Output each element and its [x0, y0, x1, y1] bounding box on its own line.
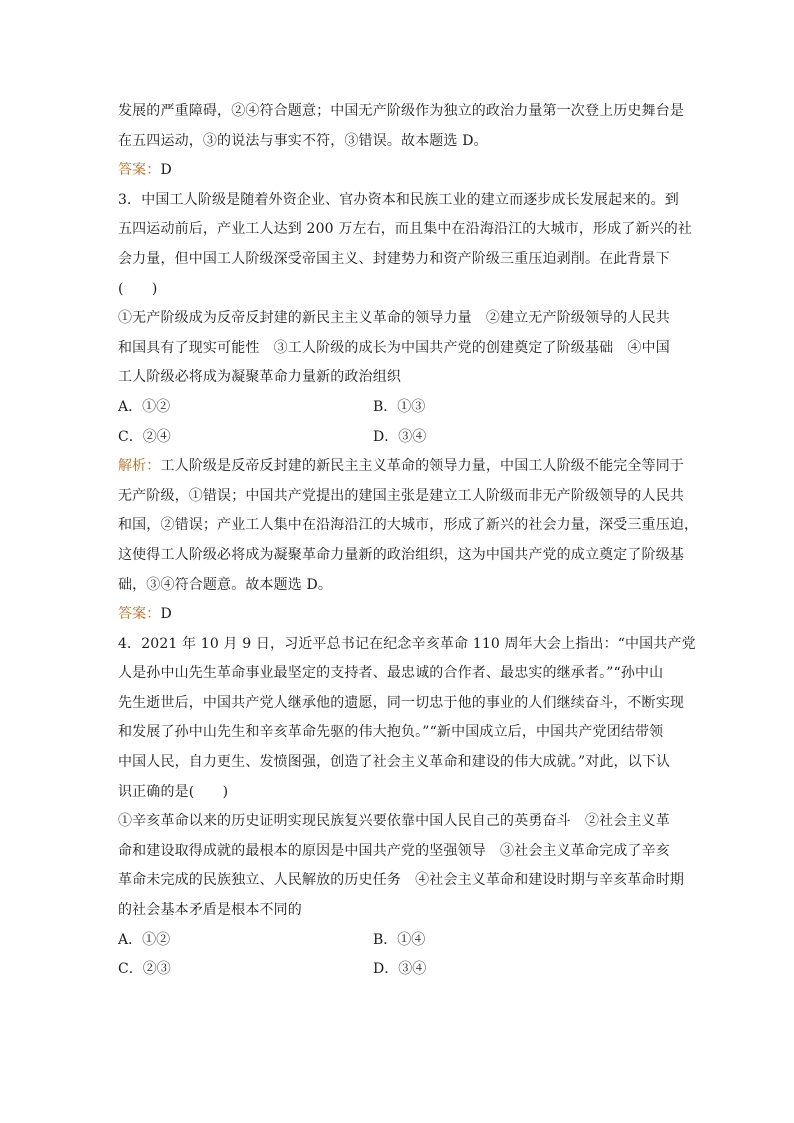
analysis-text: 工人阶级是反帝反封建的新民主主义革命的领导力量，中国工人阶级不能完全等同于 [160, 458, 685, 475]
question-stem-line: 3．中国工人阶级是随着外资企业、官办资本和民族工业的建立而逐步成长发展起来的。到 [118, 191, 679, 208]
analysis-line: 无产阶级，①错误；中国共产党提出的建国主张是建立工人阶级而非无产阶级领导的人民共 [118, 487, 684, 504]
analysis-line: 础，③④符合题意。故本题选 D。 [118, 576, 333, 593]
option-b: B．①④ [373, 931, 426, 948]
question-stem-line: 会力量，但中国工人阶级深受帝国主义、封建势力和资产阶级三重压迫剥削。在此背景下 [118, 250, 670, 267]
answer-label: 答案： [118, 606, 161, 623]
option-a: A．①② [118, 398, 171, 415]
answer-line [118, 600, 678, 630]
question-stem-line: 中国人民，自力更生、发愤图强，创造了社会主义革命和建设的伟大成就。”对此，以下认 [118, 754, 671, 771]
option-c: C．②④ [118, 428, 171, 445]
option-b: B．①③ [373, 398, 426, 415]
question-stem-line: 和发展了孙中山先生和辛亥革命先驱的伟大抱负。”“新中国成立后，中国共产党团结带领 [118, 724, 664, 741]
question-stem-line: ( ) [118, 280, 158, 297]
answer-line [118, 156, 678, 186]
statement-line: 工人阶级必将成为凝聚革命力量新的政治组织 [118, 369, 401, 386]
analysis-line: 这使得工人阶级必将成为凝聚革命力量新的政治组织，这为中国共产党的成立奠定了阶级基 [118, 546, 684, 563]
options-row [118, 423, 678, 453]
statement-line: 命和建设取得成就的最根本的原因是中国共产党的坚强领导 ③社会主义革命完成了辛亥 [118, 842, 670, 859]
statement-line: 的社会基本矛盾是根本不同的 [118, 902, 302, 919]
analysis-line [118, 452, 685, 482]
analysis-label: 解析： [118, 458, 161, 475]
options-row [118, 393, 678, 423]
answer-value: D [160, 162, 172, 179]
analysis-continuation-line: 在五四运动，③的说法与事实不符，③错误。故本题选 D。 [118, 132, 488, 149]
option-d: D．③④ [373, 961, 427, 978]
option-d: D．③④ [373, 428, 427, 445]
statement-line: ①辛亥革命以来的历史证明实现民族复兴要依靠中国人民自己的英勇奋斗 ②社会主义革 [118, 813, 670, 830]
option-c: C．②③ [118, 961, 171, 978]
question-stem-line: 识正确的是( ) [118, 783, 229, 800]
analysis-line: 和国，②错误；产业工人集中在沿海沿江的大城市，形成了新兴的社会力量，深受三重压迫， [118, 517, 699, 534]
options-row [118, 955, 678, 985]
question-stem-line: 五四运动前后，产业工人达到 200 万左右，而且集中在沿海沿江的大城市，形成了新兴的社 [118, 221, 693, 238]
question-stem-line: 人是孙中山先生革命事业最坚定的支持者、最忠诚的合作者、最忠实的继承者。”“孙中山 [118, 665, 664, 682]
answer-label: 答案： [118, 162, 161, 179]
question-stem-line: 先生逝世后，中国共产党人继承他的遗愿，同一切忠于他的事业的人们继续奋斗，不断实现 [118, 694, 684, 711]
option-a: A．①② [118, 931, 171, 948]
statement-line: ①无产阶级成为反帝反封建的新民主主义革命的领导力量 ②建立无产阶级领导的人民共 [118, 310, 670, 327]
document-page [118, 97, 699, 985]
analysis-continuation-line: 发展的严重障碍，②④符合题意；中国无产阶级作为独立的政治力量第一次登上历史舞台是 [118, 103, 684, 119]
answer-value: D [160, 606, 172, 623]
statement-line: 革命未完成的民族独立、人民解放的历史任务 ④社会主义革命和建设时期与辛亥革命时期 [118, 872, 684, 889]
question-stem-line: 4．2021 年 10 月 9 日，习近平总书记在纪念辛亥革命 110 周年大会上指出：“中国共产党 [118, 635, 696, 652]
statement-line: 和国具有了现实可能性 ③工人阶级的成长为中国共产党的创建奠定了阶级基础 ④中国 [118, 339, 670, 356]
options-row [118, 926, 678, 956]
